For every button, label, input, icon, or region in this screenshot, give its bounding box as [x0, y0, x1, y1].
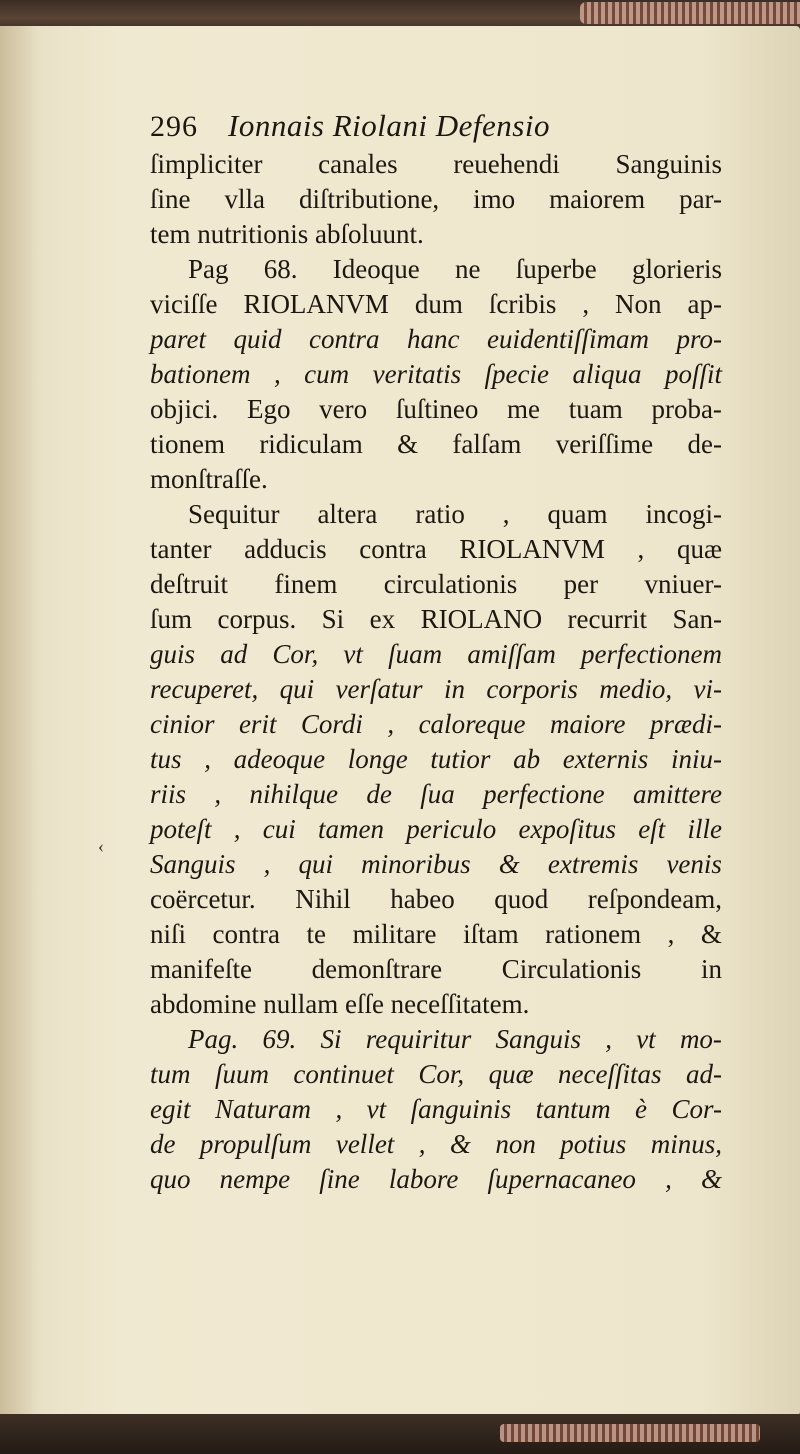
- text-line: tem nutritionis abſoluunt.: [150, 219, 424, 249]
- text-line: niſi contra te militare iſtam rationem , &: [150, 919, 722, 949]
- text-line: bationem , cum veritatis ſpecie aliqua poſſit: [150, 359, 722, 389]
- text-line: ſimpliciter canales reuehendi Sanguinis: [150, 149, 722, 179]
- text-block: [150, 108, 722, 1197]
- margin-mark: ‹: [98, 836, 104, 856]
- running-title: Ionnais Riolani Defensio: [228, 108, 550, 143]
- text-line: tum ſuum continuet Cor, quæ neceſſitas ad-: [150, 1059, 722, 1089]
- ribbon-bookmark-top: [580, 2, 800, 24]
- text-line: recuperet, qui verſatur in corporis medio, vi-: [150, 674, 722, 704]
- text-line: deſtruit finem circulationis per vniuer-: [150, 569, 722, 599]
- text-line: Pag 68. Ideoque ne ſuperbe glorieris: [188, 254, 722, 284]
- text-line: monſtraſſe.: [150, 464, 268, 494]
- text-line: quo nempe ſine labore ſupernacaneo , &: [150, 1164, 722, 1194]
- text-line: cinior erit Cordi , caloreque maiore prædi-: [150, 709, 722, 739]
- text-line: ſine vlla diſtributione, imo maiorem par-: [150, 184, 722, 214]
- body-text: [150, 147, 722, 1197]
- page-number: 296: [150, 110, 198, 143]
- text-line: manifeſte demonſtrare Circulationis in: [150, 954, 722, 984]
- text-line: poteſt , cui tamen periculo expoſitus eſt ille: [150, 814, 722, 844]
- text-line: Sanguis , qui minoribus & extremis venis: [150, 849, 722, 879]
- text-line: objici. Ego vero ſuſtineo me tuam proba-: [150, 394, 722, 424]
- text-line: coërcetur. Nihil habeo quod reſpondeam,: [150, 884, 722, 914]
- text-line: paret quid contra hanc euidentiſſimam pro-: [150, 324, 722, 354]
- text-line: ſum corpus. Si ex RIOLANO recurrit San-: [150, 604, 722, 634]
- text-line: Pag. 69. Si requiritur Sanguis , vt mo-: [188, 1024, 722, 1054]
- text-line: abdomine nullam eſſe neceſſitatem.: [150, 989, 530, 1019]
- text-line: viciſſe RIOLANVM dum ſcribis , Non ap-: [150, 289, 722, 319]
- text-line: guis ad Cor, vt ſuam amiſſam perfectionem: [150, 639, 722, 669]
- text-line: tionem ridiculam & falſam veriſſime de-: [150, 429, 722, 459]
- running-head: [150, 108, 722, 144]
- text-line: tanter adducis contra RIOLANVM , quæ: [150, 534, 722, 564]
- text-line: egit Naturam , vt ſanguinis tantum è Cor-: [150, 1094, 722, 1124]
- page-gutter: [0, 26, 32, 1416]
- text-line: Sequitur altera ratio , quam incogi-: [188, 499, 722, 529]
- text-line: riis , nihilque de ſua perfectione amittere: [150, 779, 722, 809]
- ribbon-bookmark-bottom: [500, 1424, 760, 1442]
- text-line: de propulſum vellet , & non potius minus,: [150, 1129, 722, 1159]
- text-line: tus , adeoque longe tutior ab externis iniu-: [150, 744, 722, 774]
